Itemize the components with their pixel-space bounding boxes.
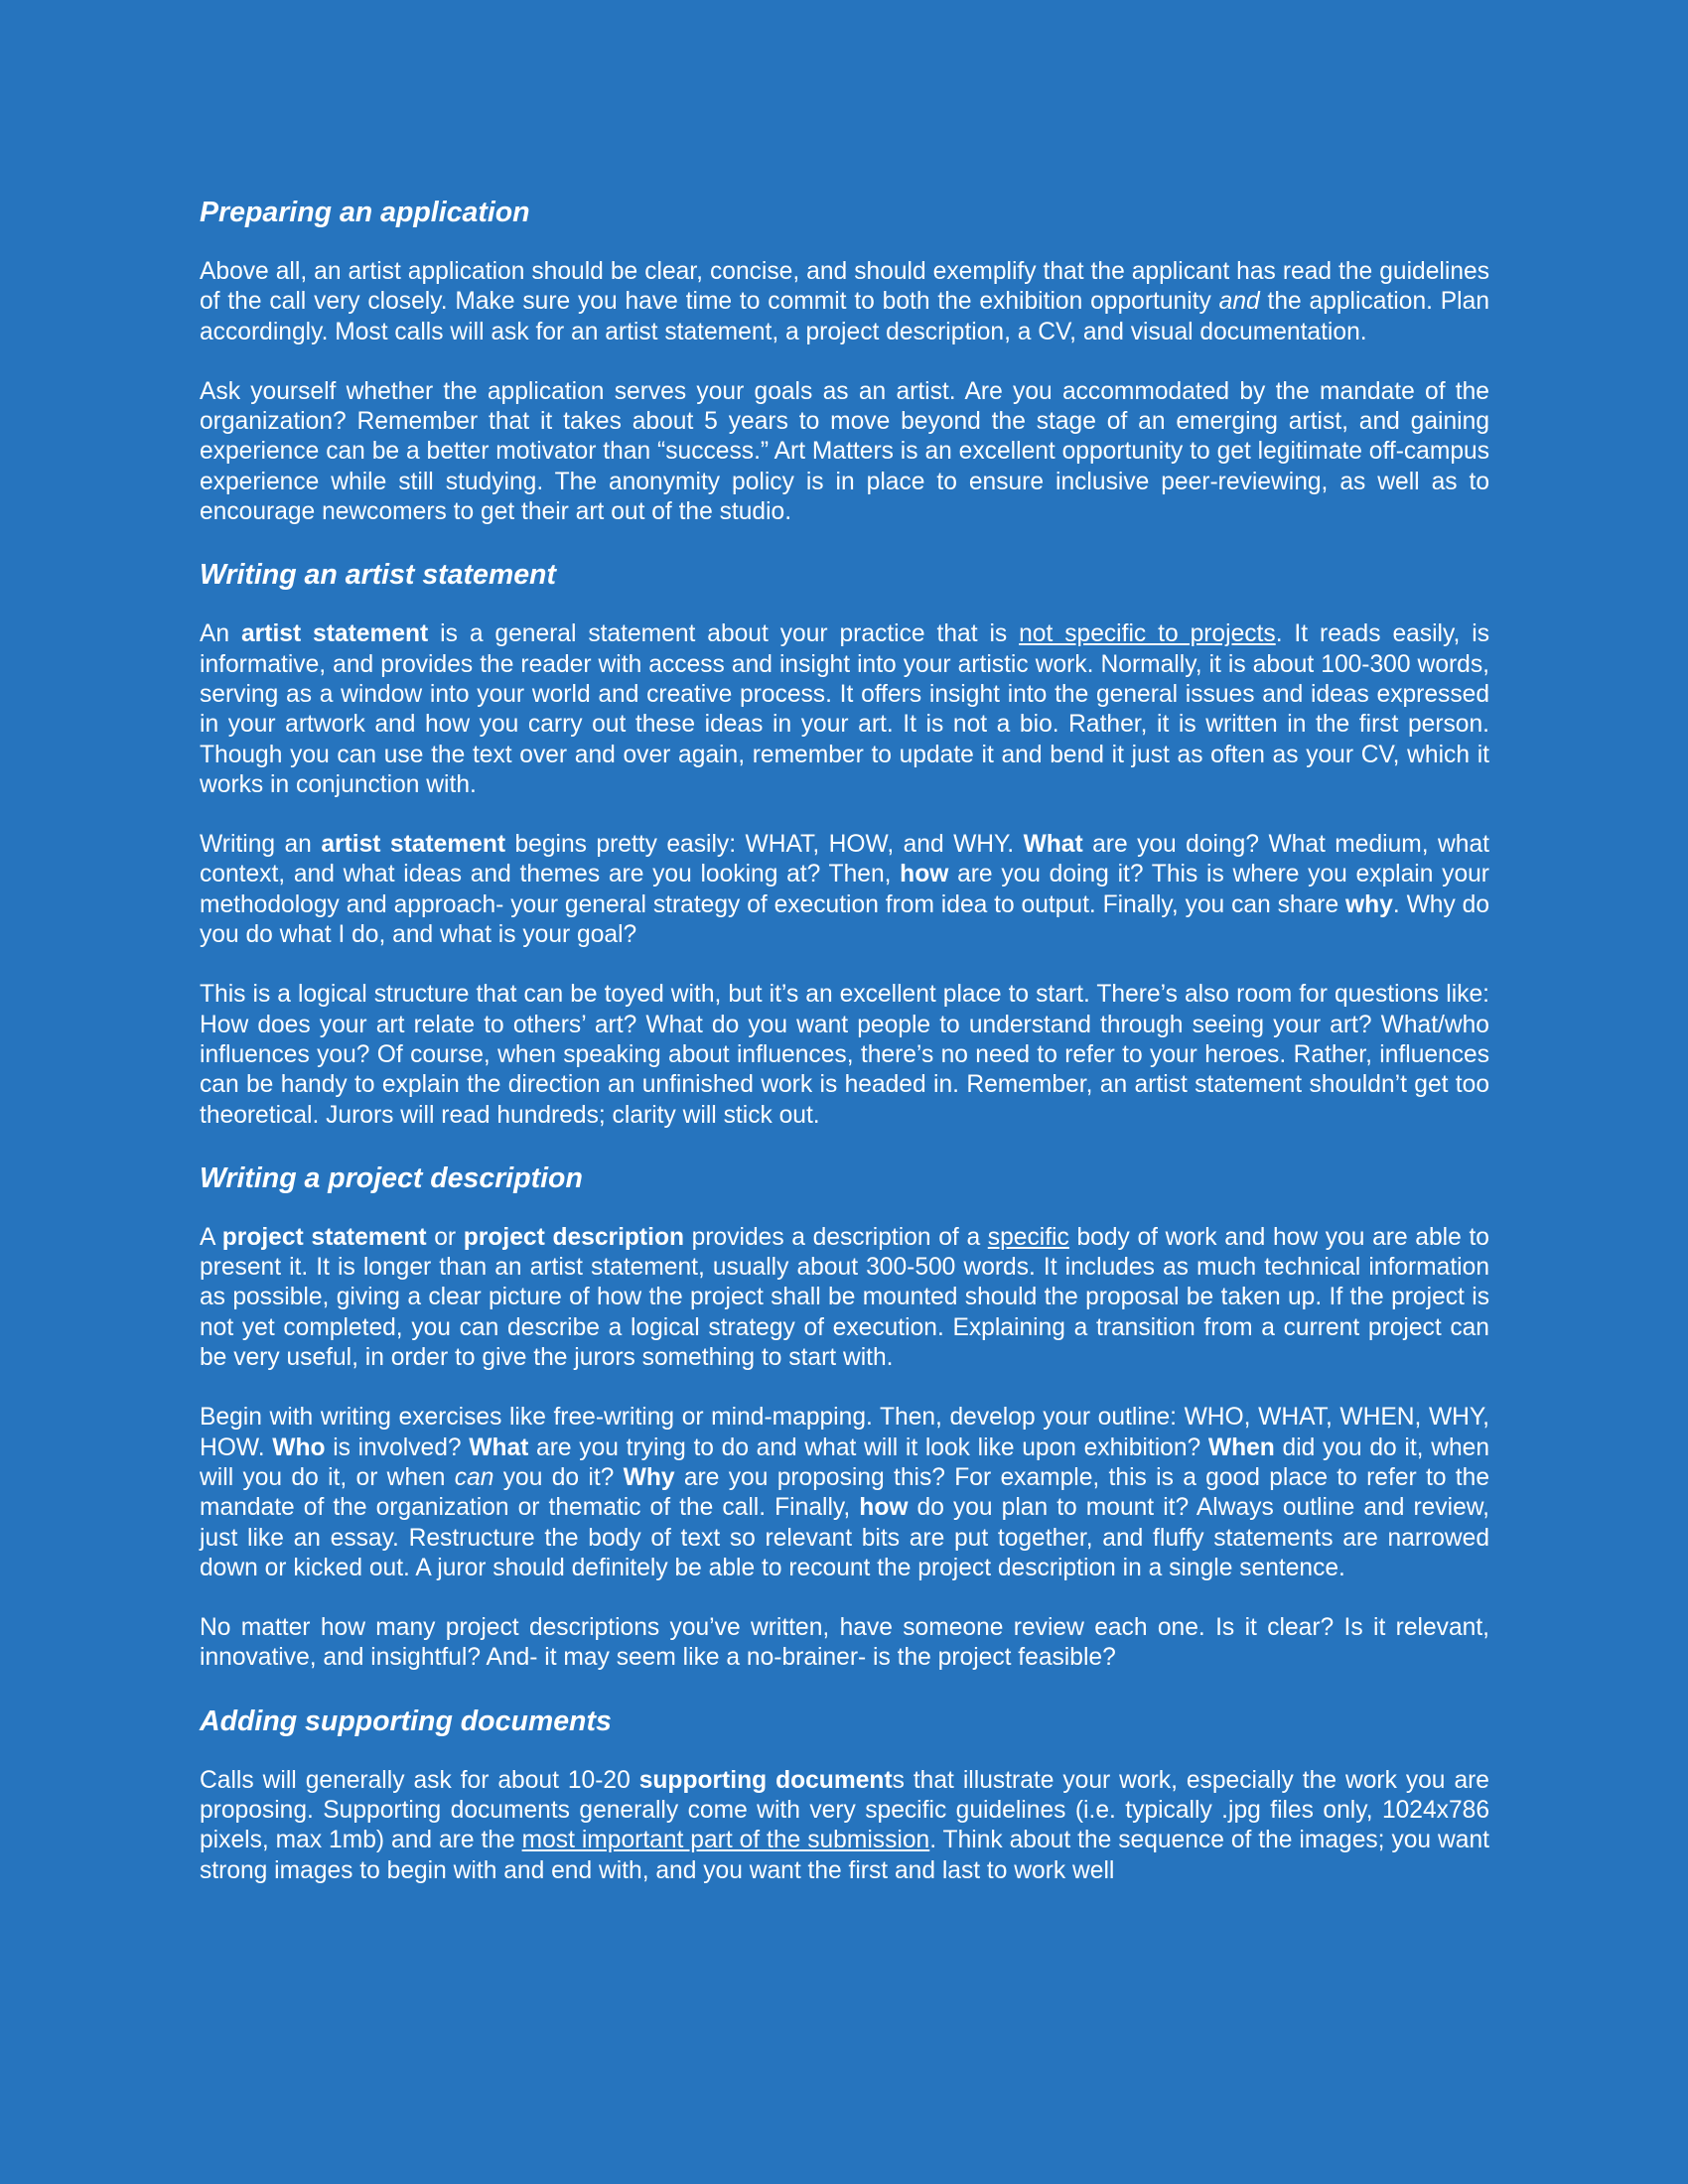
heading-supporting-documents: Adding supporting documents <box>200 1705 612 1737</box>
paragraph-preparing-1 <box>200 257 1489 347</box>
text-run: s that illustrate your work, especially the work you are proposing. Supporting documents generally come with very specific guidelines (i.e. typically .jpg files only, 1024x786 pixels, max 1mb) and are the <box>200 1766 1489 1854</box>
bold-run: Why <box>623 1463 675 1491</box>
bold-run: artist statement <box>321 831 506 859</box>
text-run: you do it? <box>493 1463 624 1491</box>
text-run: or <box>426 1223 464 1251</box>
text-run: provides a description of a <box>684 1223 988 1251</box>
text-run: the application. Plan accordingly. Most calls will ask for an artist statement, a project description, a CV, and visual documentation. <box>200 288 1489 345</box>
heading-project-description: Writing a project description <box>200 1161 583 1194</box>
bold-run: how <box>859 1494 909 1522</box>
text-run: An <box>200 620 241 648</box>
text-run: do you plan to mount it? Always outline and review, just like an essay. Restructure the body of text so relevant bits are put together, and fluffy statements are narrowed down or kicked out. A juror should definitely be able to recount the project description in a single sentence. <box>200 1494 1489 1581</box>
paragraph-artist-statement-1 <box>200 619 1489 800</box>
bold-run: What <box>469 1433 529 1461</box>
bold-run: supporting document <box>638 1766 893 1794</box>
paragraph-artist-statement-3: This is a logical structure that can be toyed with, but it’s an excellent place to start. There’s also room for questions like: How does your art relate to others’ art? What do you want people to understand through seeing your art? What/who influences you? Of course, when speaking about influences, there’s no need to refer to your heroes. Rather, influences can be handy to explain the direction an unfinished work is headed in. Remember, an artist statement shouldn’t get too theoretical. Jurors will read hundreds; clarity will stick out. <box>200 981 1489 1129</box>
text-run: Begin with writing exercises like free-writing or mind-mapping. Then, develop your outline: WHO, WHAT, WHEN, WHY, HOW. <box>200 1404 1489 1461</box>
paragraph-project-description-1 <box>200 1223 1489 1373</box>
bold-run: artist statement <box>241 620 429 648</box>
text-run: . Think about the sequence of the images; you want strong images to begin with and end with, and you want the first and last to work well <box>200 1827 1489 1884</box>
bold-run: When <box>1207 1433 1275 1461</box>
text-run: is involved? <box>325 1433 470 1461</box>
bold-run: project statement <box>221 1223 427 1251</box>
text-run: did you do it, when will you do it, or when <box>200 1433 1489 1491</box>
text-run: are you trying to do and what will it look like upon exhibition? <box>528 1433 1208 1461</box>
text-run: body of work and how you are able to present it. It is longer than an artist statement, usually about 300-500 words. It includes as much technical information as possible, giving a clear picture of how the project shall be mounted should the proposal be taken up. If the project is not yet completed, you can describe a logical strategy of execution. Explaining a transition from a current project can be very useful, in order to give the jurors something to start with. <box>200 1223 1489 1372</box>
text-run: . It reads easily, is informative, and provides the reader with access and insight into your artistic work. Normally, it is about 100-300 words, serving as a window into your world and creative process. It offers insight into the general issues and ideas expressed in your artwork and how you carry out these ideas in your art. It is not a bio. Rather, it is written in the first person. Though you can use the text over and over again, remember to update it and bend it just as often as your CV, which it works in conjunction with. <box>200 620 1489 798</box>
bold-run: What <box>1023 831 1083 859</box>
underlined-run: most important part of the submission <box>521 1827 930 1854</box>
text-run: Above all, an artist application should be clear, concise, and should exemplify that the applicant has read the guidelines of the call very closely. Make sure you have time to commit to both the exhibition opportunity <box>200 258 1489 316</box>
italic-run: can <box>454 1463 494 1491</box>
heading-preparing-application: Preparing an application <box>200 197 530 228</box>
text-run: are you doing it? This is where you explain your methodology and approach- your general strategy of execution from idea to output. Finally, you can share <box>200 861 1489 918</box>
text-run: Writing an <box>200 831 322 859</box>
text-run: are you proposing this? For example, this is a good place to refer to the mandate of the organization or thematic of the call. Finally, <box>200 1463 1489 1522</box>
text-run: are you doing? What medium, what context, and what ideas and themes are you looking at? Then, <box>200 831 1489 888</box>
text-run: Calls will generally ask for about 10-20 <box>200 1766 639 1794</box>
paragraph-project-description-2 <box>200 1403 1489 1583</box>
text-run: is a general statement about your practice that is <box>428 620 1020 648</box>
bold-run: how <box>900 861 949 888</box>
underlined-run: specific <box>987 1223 1069 1251</box>
italic-run: and <box>1218 288 1260 316</box>
paragraph-supporting-documents-1 <box>200 1766 1489 1886</box>
bold-run: why <box>1345 890 1393 918</box>
bold-run: project description <box>463 1223 684 1251</box>
paragraph-project-description-3: No matter how many project descriptions you’ve written, have someone review each one. Is it clear? Is it relevant, innovative, and insightful? And- it may seem like a no-brainer- is the project feasible? <box>200 1614 1489 1672</box>
paragraph-preparing-2: Ask yourself whether the application serves your goals as an artist. Are you accommodated by the mandate of the organization? Remember that it takes about 5 years to move beyond the stage of an emerging artist, and gaining experience can be a better motivator than “success.” Art Matters is an excellent opportunity to get legitimate off-campus experience while still studying. The anonymity policy is in place to ensure inclusive peer-reviewing, as well as to encourage newcomers to get their art out of the studio. <box>200 377 1489 526</box>
underlined-run: not specific to projects <box>1019 620 1276 648</box>
text-run: begins pretty easily: WHAT, HOW, and WHY. <box>505 831 1024 859</box>
text-run: A <box>200 1223 222 1251</box>
heading-artist-statement: Writing an artist statement <box>200 559 556 592</box>
bold-run: Who <box>272 1433 326 1461</box>
text-run: . Why do you do what I do, and what is your goal? <box>200 890 1489 949</box>
document-page <box>200 195 1489 1886</box>
paragraph-artist-statement-2 <box>200 830 1489 950</box>
